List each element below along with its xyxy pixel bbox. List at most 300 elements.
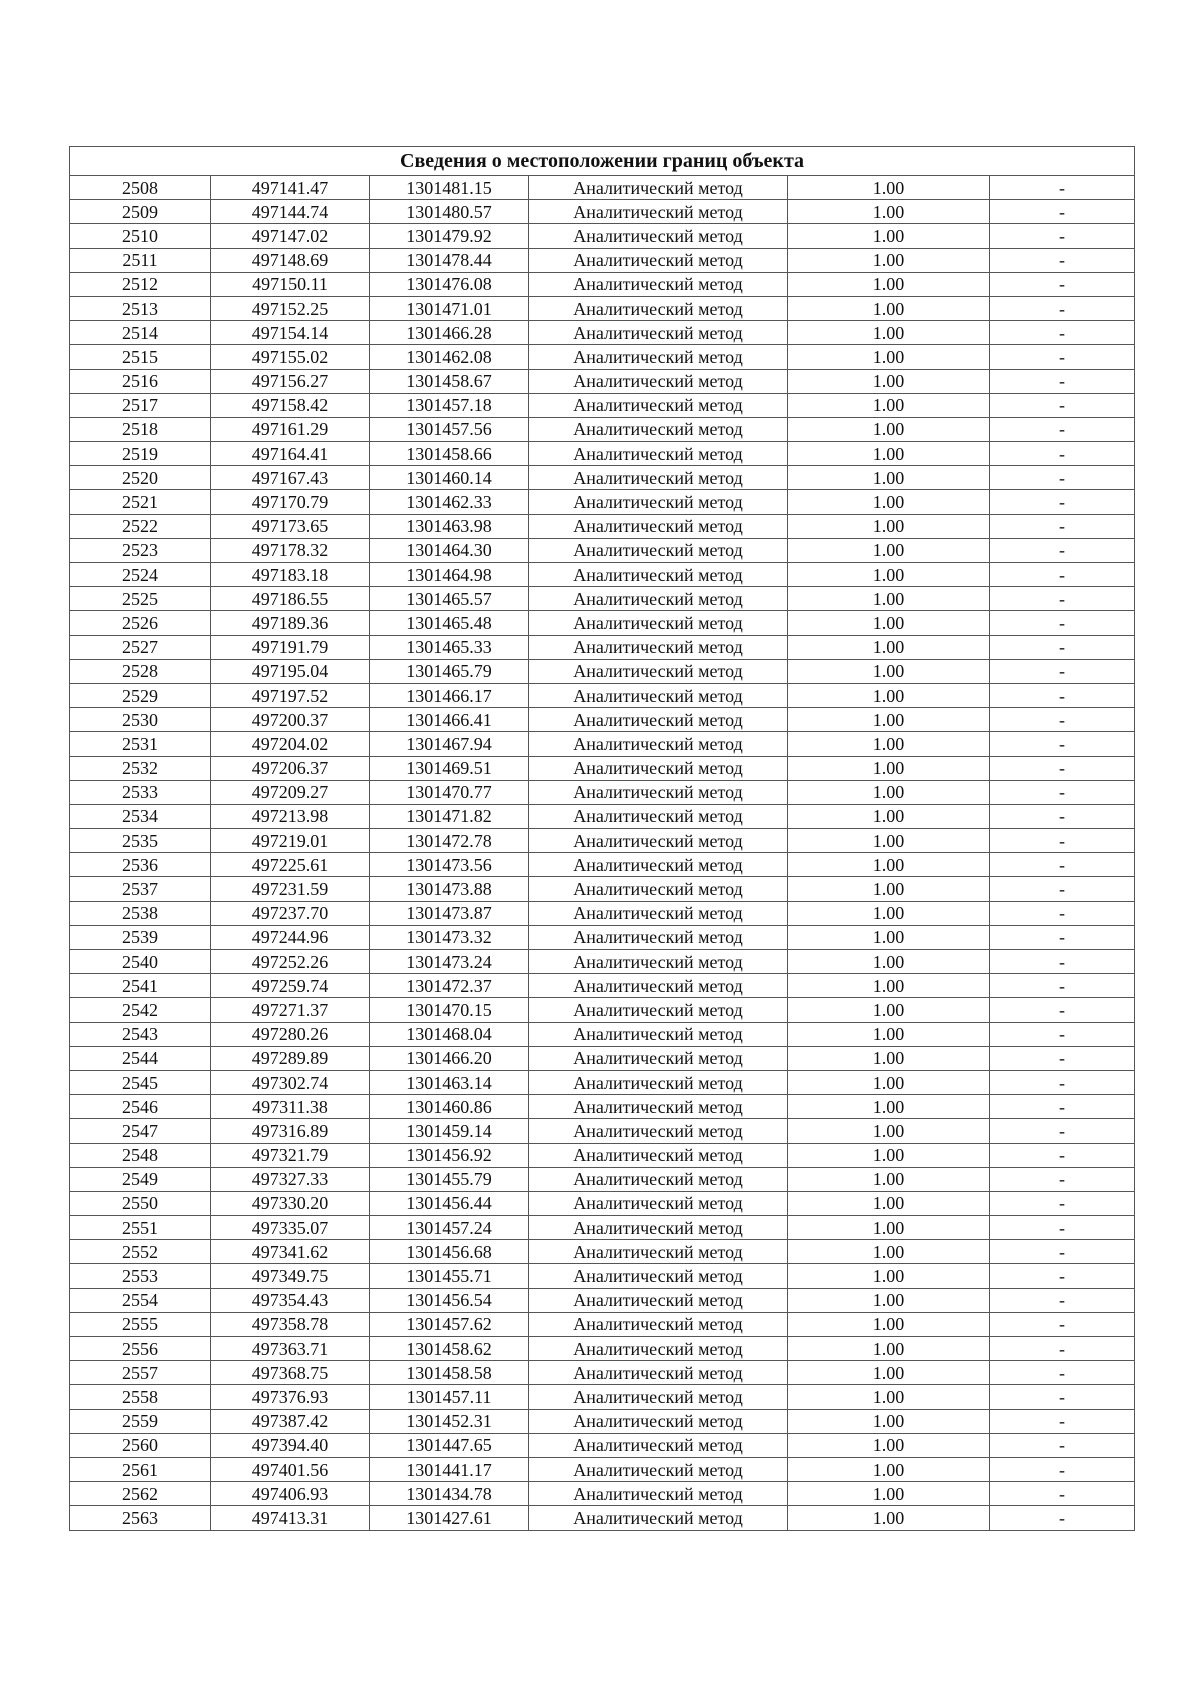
accuracy-cell: 1.00 (788, 877, 990, 901)
accuracy-cell: 1.00 (788, 708, 990, 732)
x-coordinate-cell: 497144.74 (211, 200, 370, 224)
method-cell: Аналитический метод (529, 490, 788, 514)
note-cell: - (990, 321, 1135, 345)
x-coordinate-cell: 497231.59 (211, 877, 370, 901)
point-number-cell: 2537 (70, 877, 211, 901)
y-coordinate-cell: 1301455.79 (370, 1167, 529, 1191)
note-cell: - (990, 1167, 1135, 1191)
accuracy-cell: 1.00 (788, 1482, 990, 1506)
method-cell: Аналитический метод (529, 635, 788, 659)
method-cell: Аналитический метод (529, 538, 788, 562)
accuracy-cell: 1.00 (788, 224, 990, 248)
note-cell: - (990, 1022, 1135, 1046)
accuracy-cell: 1.00 (788, 1457, 990, 1481)
method-cell: Аналитический метод (529, 1385, 788, 1409)
accuracy-cell: 1.00 (788, 611, 990, 635)
table-row (70, 901, 1135, 925)
table-row (70, 1095, 1135, 1119)
note-cell: - (990, 345, 1135, 369)
table-row (70, 708, 1135, 732)
x-coordinate-cell: 497237.70 (211, 901, 370, 925)
accuracy-cell: 1.00 (788, 659, 990, 683)
x-coordinate-cell: 497321.79 (211, 1143, 370, 1167)
method-cell: Аналитический метод (529, 1264, 788, 1288)
x-coordinate-cell: 497289.89 (211, 1046, 370, 1070)
x-coordinate-cell: 497147.02 (211, 224, 370, 248)
table-row (70, 490, 1135, 514)
x-coordinate-cell: 497252.26 (211, 950, 370, 974)
point-number-cell: 2524 (70, 563, 211, 587)
table-row (70, 1482, 1135, 1506)
table-row (70, 563, 1135, 587)
note-cell: - (990, 369, 1135, 393)
table-row (70, 1046, 1135, 1070)
method-cell: Аналитический метод (529, 1119, 788, 1143)
point-number-cell: 2527 (70, 635, 211, 659)
y-coordinate-cell: 1301467.94 (370, 732, 529, 756)
table-row (70, 683, 1135, 707)
method-cell: Аналитический метод (529, 1409, 788, 1433)
method-cell: Аналитический метод (529, 200, 788, 224)
x-coordinate-cell: 497164.41 (211, 442, 370, 466)
point-number-cell: 2561 (70, 1457, 211, 1481)
accuracy-cell: 1.00 (788, 853, 990, 877)
y-coordinate-cell: 1301458.62 (370, 1337, 529, 1361)
table-row (70, 393, 1135, 417)
point-number-cell: 2511 (70, 248, 211, 272)
note-cell: - (990, 974, 1135, 998)
point-number-cell: 2531 (70, 732, 211, 756)
accuracy-cell: 1.00 (788, 1288, 990, 1312)
accuracy-cell: 1.00 (788, 176, 990, 200)
x-coordinate-cell: 497152.25 (211, 296, 370, 320)
y-coordinate-cell: 1301470.77 (370, 780, 529, 804)
x-coordinate-cell: 497155.02 (211, 345, 370, 369)
x-coordinate-cell: 497206.37 (211, 756, 370, 780)
accuracy-cell: 1.00 (788, 1191, 990, 1215)
boundary-table (69, 146, 1135, 1531)
note-cell: - (990, 659, 1135, 683)
accuracy-cell: 1.00 (788, 950, 990, 974)
y-coordinate-cell: 1301470.15 (370, 998, 529, 1022)
y-coordinate-cell: 1301460.14 (370, 466, 529, 490)
note-cell: - (990, 442, 1135, 466)
note-cell: - (990, 1457, 1135, 1481)
y-coordinate-cell: 1301464.98 (370, 563, 529, 587)
point-number-cell: 2530 (70, 708, 211, 732)
method-cell: Аналитический метод (529, 877, 788, 901)
table-row (70, 321, 1135, 345)
method-cell: Аналитический метод (529, 417, 788, 441)
point-number-cell: 2533 (70, 780, 211, 804)
x-coordinate-cell: 497271.37 (211, 998, 370, 1022)
table-row (70, 587, 1135, 611)
accuracy-cell: 1.00 (788, 780, 990, 804)
accuracy-cell: 1.00 (788, 1046, 990, 1070)
note-cell: - (990, 296, 1135, 320)
point-number-cell: 2544 (70, 1046, 211, 1070)
accuracy-cell: 1.00 (788, 1167, 990, 1191)
y-coordinate-cell: 1301464.30 (370, 538, 529, 562)
point-number-cell: 2508 (70, 176, 211, 200)
y-coordinate-cell: 1301455.71 (370, 1264, 529, 1288)
accuracy-cell: 1.00 (788, 756, 990, 780)
method-cell: Аналитический метод (529, 369, 788, 393)
method-cell: Аналитический метод (529, 901, 788, 925)
x-coordinate-cell: 497316.89 (211, 1119, 370, 1143)
accuracy-cell: 1.00 (788, 272, 990, 296)
accuracy-cell: 1.00 (788, 1506, 990, 1530)
x-coordinate-cell: 497354.43 (211, 1288, 370, 1312)
accuracy-cell: 1.00 (788, 369, 990, 393)
accuracy-cell: 1.00 (788, 1264, 990, 1288)
note-cell: - (990, 683, 1135, 707)
y-coordinate-cell: 1301427.61 (370, 1506, 529, 1530)
note-cell: - (990, 514, 1135, 538)
note-cell: - (990, 1046, 1135, 1070)
accuracy-cell: 1.00 (788, 345, 990, 369)
method-cell: Аналитический метод (529, 248, 788, 272)
point-number-cell: 2556 (70, 1337, 211, 1361)
note-cell: - (990, 829, 1135, 853)
note-cell: - (990, 224, 1135, 248)
x-coordinate-cell: 497173.65 (211, 514, 370, 538)
table-row (70, 224, 1135, 248)
note-cell: - (990, 1216, 1135, 1240)
note-cell: - (990, 200, 1135, 224)
accuracy-cell: 1.00 (788, 1361, 990, 1385)
y-coordinate-cell: 1301462.33 (370, 490, 529, 514)
method-cell: Аналитический метод (529, 176, 788, 200)
table-row (70, 1409, 1135, 1433)
y-coordinate-cell: 1301480.57 (370, 200, 529, 224)
y-coordinate-cell: 1301458.58 (370, 1361, 529, 1385)
x-coordinate-cell: 497280.26 (211, 1022, 370, 1046)
method-cell: Аналитический метод (529, 321, 788, 345)
table-body (70, 176, 1135, 1531)
x-coordinate-cell: 497349.75 (211, 1264, 370, 1288)
y-coordinate-cell: 1301459.14 (370, 1119, 529, 1143)
method-cell: Аналитический метод (529, 780, 788, 804)
table-row (70, 369, 1135, 393)
accuracy-cell: 1.00 (788, 248, 990, 272)
method-cell: Аналитический метод (529, 1457, 788, 1481)
accuracy-cell: 1.00 (788, 1433, 990, 1457)
point-number-cell: 2522 (70, 514, 211, 538)
accuracy-cell: 1.00 (788, 1216, 990, 1240)
note-cell: - (990, 1337, 1135, 1361)
accuracy-cell: 1.00 (788, 417, 990, 441)
method-cell: Аналитический метод (529, 950, 788, 974)
method-cell: Аналитический метод (529, 756, 788, 780)
x-coordinate-cell: 497197.52 (211, 683, 370, 707)
y-coordinate-cell: 1301456.54 (370, 1288, 529, 1312)
point-number-cell: 2514 (70, 321, 211, 345)
table-row (70, 176, 1135, 200)
table-row (70, 804, 1135, 828)
table-row (70, 248, 1135, 272)
table-row (70, 1312, 1135, 1336)
y-coordinate-cell: 1301447.65 (370, 1433, 529, 1457)
x-coordinate-cell: 497327.33 (211, 1167, 370, 1191)
accuracy-cell: 1.00 (788, 1409, 990, 1433)
point-number-cell: 2540 (70, 950, 211, 974)
x-coordinate-cell: 497376.93 (211, 1385, 370, 1409)
table-row (70, 974, 1135, 998)
note-cell: - (990, 490, 1135, 514)
accuracy-cell: 1.00 (788, 1070, 990, 1094)
note-cell: - (990, 417, 1135, 441)
point-number-cell: 2515 (70, 345, 211, 369)
y-coordinate-cell: 1301476.08 (370, 272, 529, 296)
y-coordinate-cell: 1301457.56 (370, 417, 529, 441)
x-coordinate-cell: 497259.74 (211, 974, 370, 998)
method-cell: Аналитический метод (529, 974, 788, 998)
method-cell: Аналитический метод (529, 1167, 788, 1191)
x-coordinate-cell: 497394.40 (211, 1433, 370, 1457)
method-cell: Аналитический метод (529, 345, 788, 369)
table-row (70, 417, 1135, 441)
method-cell: Аналитический метод (529, 272, 788, 296)
table-row (70, 1216, 1135, 1240)
note-cell: - (990, 1191, 1135, 1215)
method-cell: Аналитический метод (529, 466, 788, 490)
accuracy-cell: 1.00 (788, 538, 990, 562)
note-cell: - (990, 1409, 1135, 1433)
y-coordinate-cell: 1301473.56 (370, 853, 529, 877)
accuracy-cell: 1.00 (788, 1385, 990, 1409)
y-coordinate-cell: 1301473.32 (370, 925, 529, 949)
y-coordinate-cell: 1301456.44 (370, 1191, 529, 1215)
table-row (70, 829, 1135, 853)
table-row (70, 732, 1135, 756)
note-cell: - (990, 1506, 1135, 1530)
point-number-cell: 2559 (70, 1409, 211, 1433)
method-cell: Аналитический метод (529, 853, 788, 877)
y-coordinate-cell: 1301462.08 (370, 345, 529, 369)
accuracy-cell: 1.00 (788, 514, 990, 538)
note-cell: - (990, 925, 1135, 949)
method-cell: Аналитический метод (529, 1337, 788, 1361)
table-row (70, 1240, 1135, 1264)
y-coordinate-cell: 1301434.78 (370, 1482, 529, 1506)
method-cell: Аналитический метод (529, 1361, 788, 1385)
point-number-cell: 2557 (70, 1361, 211, 1385)
table-row (70, 200, 1135, 224)
note-cell: - (990, 1095, 1135, 1119)
x-coordinate-cell: 497363.71 (211, 1337, 370, 1361)
note-cell: - (990, 563, 1135, 587)
point-number-cell: 2529 (70, 683, 211, 707)
point-number-cell: 2523 (70, 538, 211, 562)
accuracy-cell: 1.00 (788, 1312, 990, 1336)
y-coordinate-cell: 1301478.44 (370, 248, 529, 272)
note-cell: - (990, 1288, 1135, 1312)
method-cell: Аналитический метод (529, 1482, 788, 1506)
point-number-cell: 2520 (70, 466, 211, 490)
point-number-cell: 2521 (70, 490, 211, 514)
y-coordinate-cell: 1301479.92 (370, 224, 529, 248)
point-number-cell: 2563 (70, 1506, 211, 1530)
point-number-cell: 2542 (70, 998, 211, 1022)
table-row (70, 466, 1135, 490)
note-cell: - (990, 393, 1135, 417)
y-coordinate-cell: 1301471.01 (370, 296, 529, 320)
point-number-cell: 2534 (70, 804, 211, 828)
accuracy-cell: 1.00 (788, 635, 990, 659)
document-sheet (69, 146, 1134, 1531)
note-cell: - (990, 176, 1135, 200)
table-row (70, 345, 1135, 369)
note-cell: - (990, 853, 1135, 877)
note-cell: - (990, 1385, 1135, 1409)
note-cell: - (990, 272, 1135, 296)
note-cell: - (990, 611, 1135, 635)
accuracy-cell: 1.00 (788, 829, 990, 853)
point-number-cell: 2549 (70, 1167, 211, 1191)
table-row (70, 1337, 1135, 1361)
point-number-cell: 2560 (70, 1433, 211, 1457)
table-row (70, 1022, 1135, 1046)
note-cell: - (990, 950, 1135, 974)
x-coordinate-cell: 497406.93 (211, 1482, 370, 1506)
table-row (70, 1433, 1135, 1457)
x-coordinate-cell: 497225.61 (211, 853, 370, 877)
accuracy-cell: 1.00 (788, 466, 990, 490)
point-number-cell: 2543 (70, 1022, 211, 1046)
x-coordinate-cell: 497204.02 (211, 732, 370, 756)
method-cell: Аналитический метод (529, 563, 788, 587)
accuracy-cell: 1.00 (788, 804, 990, 828)
y-coordinate-cell: 1301465.57 (370, 587, 529, 611)
note-cell: - (990, 635, 1135, 659)
point-number-cell: 2551 (70, 1216, 211, 1240)
method-cell: Аналитический метод (529, 1022, 788, 1046)
x-coordinate-cell: 497161.29 (211, 417, 370, 441)
point-number-cell: 2512 (70, 272, 211, 296)
method-cell: Аналитический метод (529, 1288, 788, 1312)
table-title: Сведения о местоположении границ объекта (70, 147, 1135, 176)
x-coordinate-cell: 497219.01 (211, 829, 370, 853)
note-cell: - (990, 1143, 1135, 1167)
x-coordinate-cell: 497213.98 (211, 804, 370, 828)
y-coordinate-cell: 1301452.31 (370, 1409, 529, 1433)
point-number-cell: 2546 (70, 1095, 211, 1119)
x-coordinate-cell: 497209.27 (211, 780, 370, 804)
method-cell: Аналитический метод (529, 1191, 788, 1215)
point-number-cell: 2562 (70, 1482, 211, 1506)
note-cell: - (990, 732, 1135, 756)
accuracy-cell: 1.00 (788, 998, 990, 1022)
note-cell: - (990, 804, 1135, 828)
x-coordinate-cell: 497189.36 (211, 611, 370, 635)
note-cell: - (990, 1264, 1135, 1288)
accuracy-cell: 1.00 (788, 925, 990, 949)
note-cell: - (990, 780, 1135, 804)
y-coordinate-cell: 1301457.24 (370, 1216, 529, 1240)
table-row (70, 659, 1135, 683)
table-row (70, 296, 1135, 320)
method-cell: Аналитический метод (529, 1312, 788, 1336)
note-cell: - (990, 1433, 1135, 1457)
table-row (70, 1457, 1135, 1481)
y-coordinate-cell: 1301466.20 (370, 1046, 529, 1070)
x-coordinate-cell: 497141.47 (211, 176, 370, 200)
table-row (70, 853, 1135, 877)
point-number-cell: 2554 (70, 1288, 211, 1312)
y-coordinate-cell: 1301466.17 (370, 683, 529, 707)
table-row (70, 998, 1135, 1022)
point-number-cell: 2552 (70, 1240, 211, 1264)
accuracy-cell: 1.00 (788, 321, 990, 345)
y-coordinate-cell: 1301463.14 (370, 1070, 529, 1094)
table-row (70, 1385, 1135, 1409)
x-coordinate-cell: 497150.11 (211, 272, 370, 296)
y-coordinate-cell: 1301441.17 (370, 1457, 529, 1481)
method-cell: Аналитический метод (529, 998, 788, 1022)
point-number-cell: 2510 (70, 224, 211, 248)
table-row (70, 925, 1135, 949)
table-row (70, 950, 1135, 974)
note-cell: - (990, 708, 1135, 732)
table-row (70, 538, 1135, 562)
x-coordinate-cell: 497158.42 (211, 393, 370, 417)
point-number-cell: 2526 (70, 611, 211, 635)
accuracy-cell: 1.00 (788, 1337, 990, 1361)
y-coordinate-cell: 1301469.51 (370, 756, 529, 780)
y-coordinate-cell: 1301463.98 (370, 514, 529, 538)
table-row (70, 272, 1135, 296)
x-coordinate-cell: 497148.69 (211, 248, 370, 272)
x-coordinate-cell: 497311.38 (211, 1095, 370, 1119)
method-cell: Аналитический метод (529, 683, 788, 707)
y-coordinate-cell: 1301457.62 (370, 1312, 529, 1336)
note-cell: - (990, 538, 1135, 562)
x-coordinate-cell: 497154.14 (211, 321, 370, 345)
y-coordinate-cell: 1301457.18 (370, 393, 529, 417)
point-number-cell: 2518 (70, 417, 211, 441)
method-cell: Аналитический метод (529, 1506, 788, 1530)
note-cell: - (990, 1482, 1135, 1506)
y-coordinate-cell: 1301473.88 (370, 877, 529, 901)
method-cell: Аналитический метод (529, 1095, 788, 1119)
note-cell: - (990, 998, 1135, 1022)
method-cell: Аналитический метод (529, 611, 788, 635)
x-coordinate-cell: 497302.74 (211, 1070, 370, 1094)
point-number-cell: 2555 (70, 1312, 211, 1336)
note-cell: - (990, 1070, 1135, 1094)
table-row (70, 514, 1135, 538)
point-number-cell: 2516 (70, 369, 211, 393)
x-coordinate-cell: 497183.18 (211, 563, 370, 587)
y-coordinate-cell: 1301457.11 (370, 1385, 529, 1409)
y-coordinate-cell: 1301465.48 (370, 611, 529, 635)
method-cell: Аналитический метод (529, 442, 788, 466)
x-coordinate-cell: 497200.37 (211, 708, 370, 732)
point-number-cell: 2541 (70, 974, 211, 998)
x-coordinate-cell: 497178.32 (211, 538, 370, 562)
table-row (70, 780, 1135, 804)
method-cell: Аналитический метод (529, 1240, 788, 1264)
method-cell: Аналитический метод (529, 925, 788, 949)
point-number-cell: 2547 (70, 1119, 211, 1143)
y-coordinate-cell: 1301465.79 (370, 659, 529, 683)
note-cell: - (990, 248, 1135, 272)
accuracy-cell: 1.00 (788, 393, 990, 417)
note-cell: - (990, 1119, 1135, 1143)
method-cell: Аналитический метод (529, 1143, 788, 1167)
point-number-cell: 2528 (70, 659, 211, 683)
